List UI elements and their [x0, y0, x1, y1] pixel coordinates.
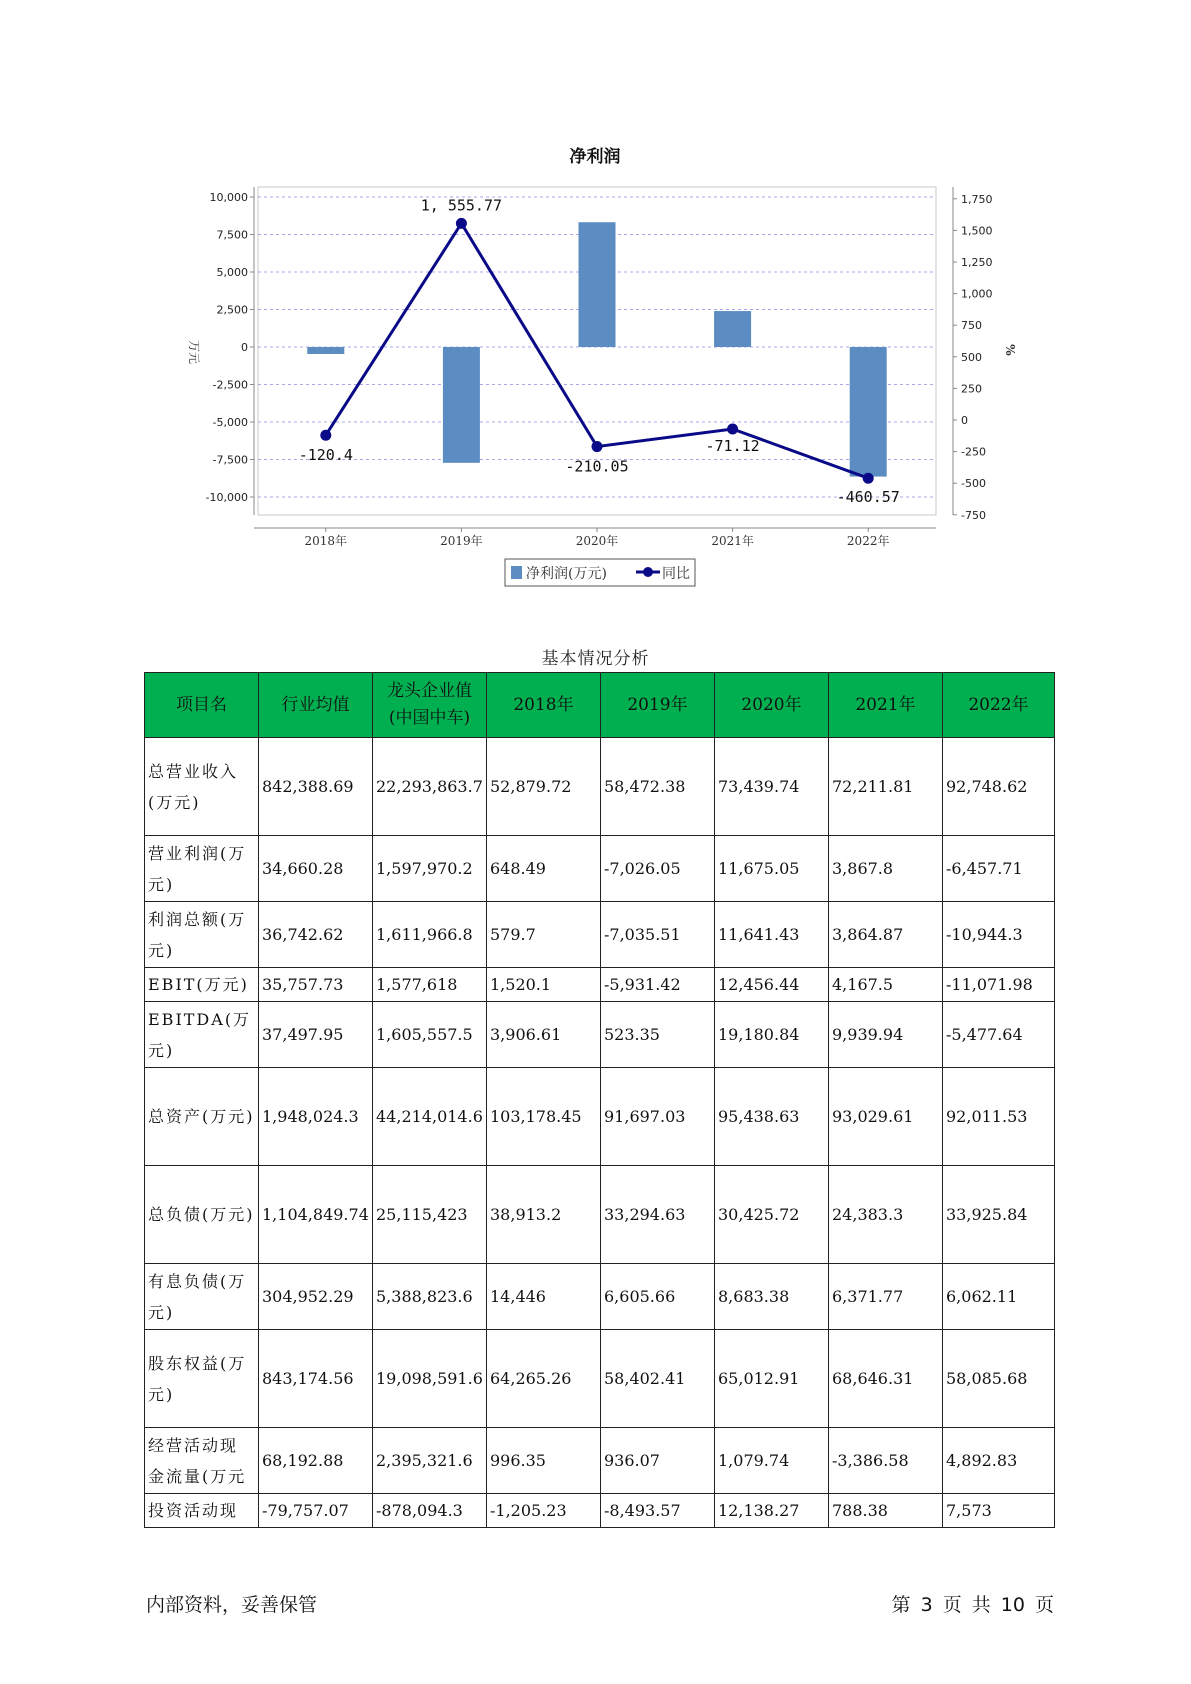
- row-label: 总资产(万元): [145, 1068, 259, 1166]
- table-cell: 5,388,823.6: [373, 1264, 487, 1330]
- table-cell: 843,174.56: [259, 1330, 373, 1428]
- row-label: 营业利润(万元): [145, 836, 259, 902]
- table-cell: -10,944.3: [943, 902, 1055, 968]
- table-cell: 579.7: [487, 902, 601, 968]
- yoy-data-label: -460.57: [836, 488, 900, 507]
- x-tick-label: 2019年: [440, 534, 483, 548]
- table-cell: 2,395,321.6: [373, 1428, 487, 1494]
- table-row: [145, 1428, 1055, 1494]
- table-cell: 1,577,618: [373, 968, 487, 1002]
- y-tick-label: 0: [241, 341, 248, 354]
- y-tick-label: -7,500: [212, 453, 248, 467]
- table-cell: 103,178.45: [487, 1068, 601, 1166]
- y-right-tick-label: -500: [961, 477, 986, 491]
- yoy-data-label: -71.12: [705, 436, 760, 455]
- table-cell: 648.49: [487, 836, 601, 902]
- table-cell: 52,879.72: [487, 738, 601, 836]
- bar-net-profit: [714, 311, 751, 347]
- table-row: [145, 836, 1055, 902]
- table-cell: 36,742.62: [259, 902, 373, 968]
- yoy-data-label: -210.05: [565, 457, 629, 476]
- table-row: [145, 1264, 1055, 1330]
- table-cell: -5,477.64: [943, 1002, 1055, 1068]
- table-cell: 73,439.74: [715, 738, 829, 836]
- row-label: 总负债(万元): [145, 1166, 259, 1264]
- yoy-point: [727, 423, 738, 434]
- table-cell: -878,094.3: [373, 1494, 487, 1528]
- table-cell: 64,265.26: [487, 1330, 601, 1428]
- table-cell: -11,071.98: [943, 968, 1055, 1002]
- y-right-tick-label: 1,500: [961, 224, 993, 238]
- table-cell: 95,438.63: [715, 1068, 829, 1166]
- table-cell: -8,493.57: [601, 1494, 715, 1528]
- y-right-tick-label: -750: [961, 508, 986, 522]
- x-tick-label: 2020年: [575, 534, 619, 548]
- table-cell: 19,098,591.6: [373, 1330, 487, 1428]
- table-cell: 9,939.94: [829, 1002, 943, 1068]
- table-cell: 523.35: [601, 1002, 715, 1068]
- yoy-data-label: 1, 555.77: [420, 196, 503, 215]
- table-row: [145, 1330, 1055, 1428]
- row-label: EBITDA(万元): [145, 1002, 259, 1068]
- y-right-tick-label: 250: [961, 382, 982, 396]
- footer-confidential-note: 内部资料，妥善保管: [146, 1594, 318, 1616]
- yoy-data-label: -120.4: [298, 446, 353, 465]
- table-cell: 33,925.84: [943, 1166, 1055, 1264]
- table-cell: 30,425.72: [715, 1166, 829, 1264]
- table-row: [145, 902, 1055, 968]
- table-header-row: [145, 673, 1055, 738]
- table-header-cell: 2021年: [829, 673, 943, 738]
- table-cell: 12,456.44: [715, 968, 829, 1002]
- table-cell: 6,062.11: [943, 1264, 1055, 1330]
- table-cell: 1,520.1: [487, 968, 601, 1002]
- row-label: 有息负债(万元): [145, 1264, 259, 1330]
- y-tick-label: 2,500: [216, 303, 248, 317]
- table-cell: 38,913.2: [487, 1166, 601, 1264]
- legend-line-marker: [643, 567, 653, 577]
- y-tick-label: 5,000: [216, 266, 248, 279]
- table-cell: 68,646.31: [829, 1330, 943, 1428]
- row-label: 经营活动现金流量(万元: [145, 1428, 259, 1494]
- table-cell: 6,371.77: [829, 1264, 943, 1330]
- yoy-point: [592, 441, 603, 452]
- x-tick-label: 2018年: [304, 534, 348, 548]
- bar-net-profit: [307, 347, 344, 354]
- row-label: 投资活动现: [145, 1494, 259, 1528]
- table-title: 基本情况分析: [541, 649, 650, 669]
- table-cell: 58,402.41: [601, 1330, 715, 1428]
- table-cell: -7,035.51: [601, 902, 715, 968]
- row-label: EBIT(万元): [145, 968, 259, 1002]
- table-cell: 1,611,966.8: [373, 902, 487, 968]
- table-cell: 14,446: [487, 1264, 601, 1330]
- table-cell: 58,085.68: [943, 1330, 1055, 1428]
- y-right-tick-label: 1,000: [961, 287, 993, 301]
- table-cell: 6,605.66: [601, 1264, 715, 1330]
- table-cell: -6,457.71: [943, 836, 1055, 902]
- y-right-tick-label: -250: [961, 445, 986, 459]
- table-cell: -5,931.42: [601, 968, 715, 1002]
- table-cell: 24,383.3: [829, 1166, 943, 1264]
- net-profit-chart: [0, 0, 1191, 600]
- table-cell: 1,605,557.5: [373, 1002, 487, 1068]
- table-row: [145, 968, 1055, 1002]
- legend-line-label: 同比: [662, 566, 690, 582]
- table-cell: 34,660.28: [259, 836, 373, 902]
- table-cell: 37,497.95: [259, 1002, 373, 1068]
- yoy-point: [456, 218, 467, 229]
- table-cell: 1,948,024.3: [259, 1068, 373, 1166]
- table-cell: 1,104,849.74: [259, 1166, 373, 1264]
- y-tick-label: 10,000: [209, 191, 248, 204]
- y-tick-label: 7,500: [216, 228, 248, 242]
- table-cell: 44,214,014.6: [373, 1068, 487, 1166]
- x-tick-label: 2021年: [711, 534, 754, 548]
- table-cell: 3,906.61: [487, 1002, 601, 1068]
- table-header-cell: 行业均值: [259, 673, 373, 738]
- table-cell: -79,757.07: [259, 1494, 373, 1528]
- table-cell: 68,192.88: [259, 1428, 373, 1494]
- table-row: [145, 1494, 1055, 1528]
- table-row: [145, 738, 1055, 836]
- table-cell: 788.38: [829, 1494, 943, 1528]
- y-axis-right-label: %: [1003, 344, 1017, 356]
- yoy-point: [320, 430, 331, 441]
- table-cell: 12,138.27: [715, 1494, 829, 1528]
- y-tick-label: -2,500: [212, 378, 248, 392]
- table-cell: 92,748.62: [943, 738, 1055, 836]
- bar-net-profit: [579, 222, 616, 347]
- table-cell: 3,864.87: [829, 902, 943, 968]
- table-cell: -3,386.58: [829, 1428, 943, 1494]
- table-header-cell: 项目名: [145, 673, 259, 738]
- table-cell: -7,026.05: [601, 836, 715, 902]
- bar-net-profit: [850, 347, 887, 477]
- table-cell: 1,079.74: [715, 1428, 829, 1494]
- y-axis-left-label: 万元: [187, 339, 201, 365]
- table-header-cell: 2022年: [943, 673, 1055, 738]
- table-cell: 11,675.05: [715, 836, 829, 902]
- table-header-cell: 龙头企业值(中国中车): [373, 673, 487, 738]
- table-cell: -1,205.23: [487, 1494, 601, 1528]
- table-cell: 936.07: [601, 1428, 715, 1494]
- table-cell: 65,012.91: [715, 1330, 829, 1428]
- table-cell: 11,641.43: [715, 902, 829, 968]
- table-cell: 35,757.73: [259, 968, 373, 1002]
- table-cell: 92,011.53: [943, 1068, 1055, 1166]
- row-label: 股东权益(万元): [145, 1330, 259, 1428]
- table-cell: 19,180.84: [715, 1002, 829, 1068]
- table-row: [145, 1166, 1055, 1264]
- table-cell: 7,573: [943, 1494, 1055, 1528]
- bar-net-profit: [443, 347, 480, 463]
- table-row: [145, 1068, 1055, 1166]
- y-tick-label: -10,000: [205, 491, 248, 504]
- table-cell: 4,167.5: [829, 968, 943, 1002]
- yoy-point: [863, 473, 874, 484]
- legend-bar-swatch: [511, 566, 522, 579]
- table-cell: 8,683.38: [715, 1264, 829, 1330]
- table-cell: 304,952.29: [259, 1264, 373, 1330]
- table-header-cell: 2019年: [601, 673, 715, 738]
- table-cell: 842,388.69: [259, 738, 373, 836]
- table-header-cell: 2020年: [715, 673, 829, 738]
- table-header-cell: 2018年: [487, 673, 601, 738]
- footer-page-number: 第 3 页 共 10 页: [891, 1594, 1054, 1616]
- table-cell: 4,892.83: [943, 1428, 1055, 1494]
- table-cell: 3,867.8: [829, 836, 943, 902]
- y-tick-label: -5,000: [212, 416, 248, 429]
- legend-bar-label: 净利润(万元): [526, 566, 607, 582]
- table-cell: 22,293,863.7: [373, 738, 487, 836]
- table-cell: 33,294.63: [601, 1166, 715, 1264]
- table-cell: 25,115,423: [373, 1166, 487, 1264]
- y-right-tick-label: 1,750: [961, 192, 993, 206]
- chart-title: 净利润: [569, 147, 621, 167]
- x-tick-label: 2022年: [846, 534, 890, 548]
- row-label: 总营业收入(万元): [145, 738, 259, 836]
- table-cell: 58,472.38: [601, 738, 715, 836]
- y-right-tick-label: 0: [961, 414, 968, 427]
- table-cell: 72,211.81: [829, 738, 943, 836]
- table-cell: 1,597,970.2: [373, 836, 487, 902]
- y-right-tick-label: 1,250: [961, 256, 993, 269]
- row-label: 利润总额(万元): [145, 902, 259, 968]
- table-cell: 93,029.61: [829, 1068, 943, 1166]
- table-cell: 91,697.03: [601, 1068, 715, 1166]
- y-right-tick-label: 500: [961, 350, 982, 364]
- table-row: [145, 1002, 1055, 1068]
- basic-analysis-table: [144, 672, 1055, 1528]
- y-right-tick-label: 750: [961, 319, 982, 333]
- table-cell: 996.35: [487, 1428, 601, 1494]
